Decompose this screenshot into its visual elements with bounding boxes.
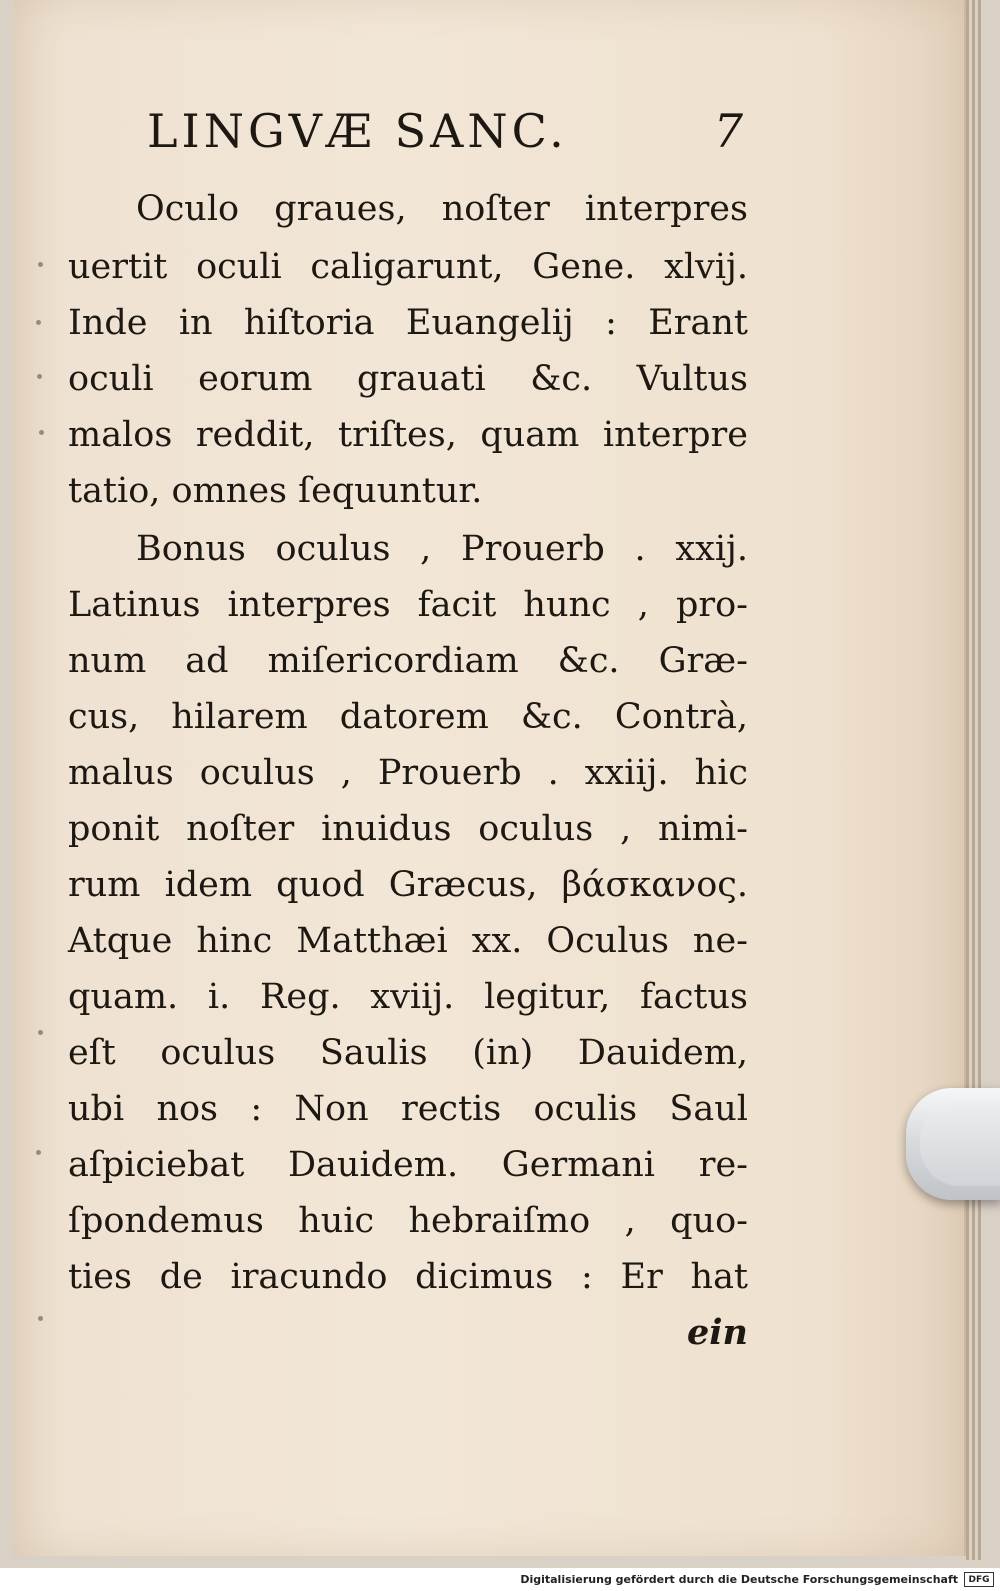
running-head: [147, 104, 747, 168]
page-edge-stack: [978, 0, 981, 1560]
dfg-logo: DFG: [964, 1572, 994, 1587]
text-line: Latinus interpres facit hunc , pro-: [68, 585, 748, 625]
text-line: cus, hilarem datorem &c. Contrà,: [68, 697, 748, 737]
margin-mark: [38, 1316, 43, 1321]
footer-credit: Digitalisierung gefördert durch die Deutsche Forschungsgemeinschaft: [520, 1573, 958, 1586]
margin-mark: [36, 1150, 41, 1155]
margin-mark: [36, 320, 41, 325]
text-line: num ad miſericordiam &c. Græ-: [68, 641, 748, 681]
margin-mark: [38, 262, 43, 267]
margin-mark: [38, 1030, 43, 1035]
book-clamp-inner: [920, 1102, 1000, 1186]
text-line: Bonus oculus , Prouerb . xxij.: [136, 529, 748, 569]
text-line: eſt oculus Saulis (in) Dauidem,: [68, 1033, 748, 1073]
text-line: tatio, omnes ſequuntur.: [68, 471, 483, 511]
text-line: quam. i. Reg. xviij. legitur, factus: [68, 977, 748, 1017]
book-clamp: [906, 1088, 1000, 1200]
page-edge-stack: [966, 0, 969, 1560]
text-line: ſpondemus huic hebraiſmo , quo-: [68, 1201, 748, 1241]
page-edge-stack: [972, 0, 975, 1560]
text-line: Inde in hiſtoria Euangelij : Erant: [68, 303, 748, 343]
text-line: Atque hinc Matthæi xx. Oculus ne-: [68, 921, 748, 961]
page-number: 7: [713, 104, 747, 158]
text-line: ubi nos : Non rectis oculis Saul: [68, 1089, 748, 1129]
margin-mark: [37, 374, 42, 379]
margin-mark: [39, 430, 44, 435]
text-line: uertit oculi caligarunt, Gene. xlvij.: [68, 247, 748, 287]
text-line: malos reddit, triſtes, quam interpre: [68, 415, 748, 455]
text-line: Oculo graues, noſter interpres: [136, 189, 748, 229]
text-line: rum idem quod Græcus, βάσκανος.: [68, 865, 748, 905]
text-line: aſpiciebat Dauidem. Germani re-: [68, 1145, 748, 1185]
text-line: malus oculus , Prouerb . xxiij. hic: [68, 753, 748, 793]
text-line: oculi eorum grauati &c. Vultus: [68, 359, 748, 399]
text-line: ponit noſter inuidus oculus , nimi-: [68, 809, 748, 849]
running-head-title: LINGVÆ SANC.: [147, 104, 568, 158]
text-line: ties de iracundo dicimus : Er hat: [68, 1257, 748, 1297]
catchword: ein: [686, 1312, 748, 1353]
